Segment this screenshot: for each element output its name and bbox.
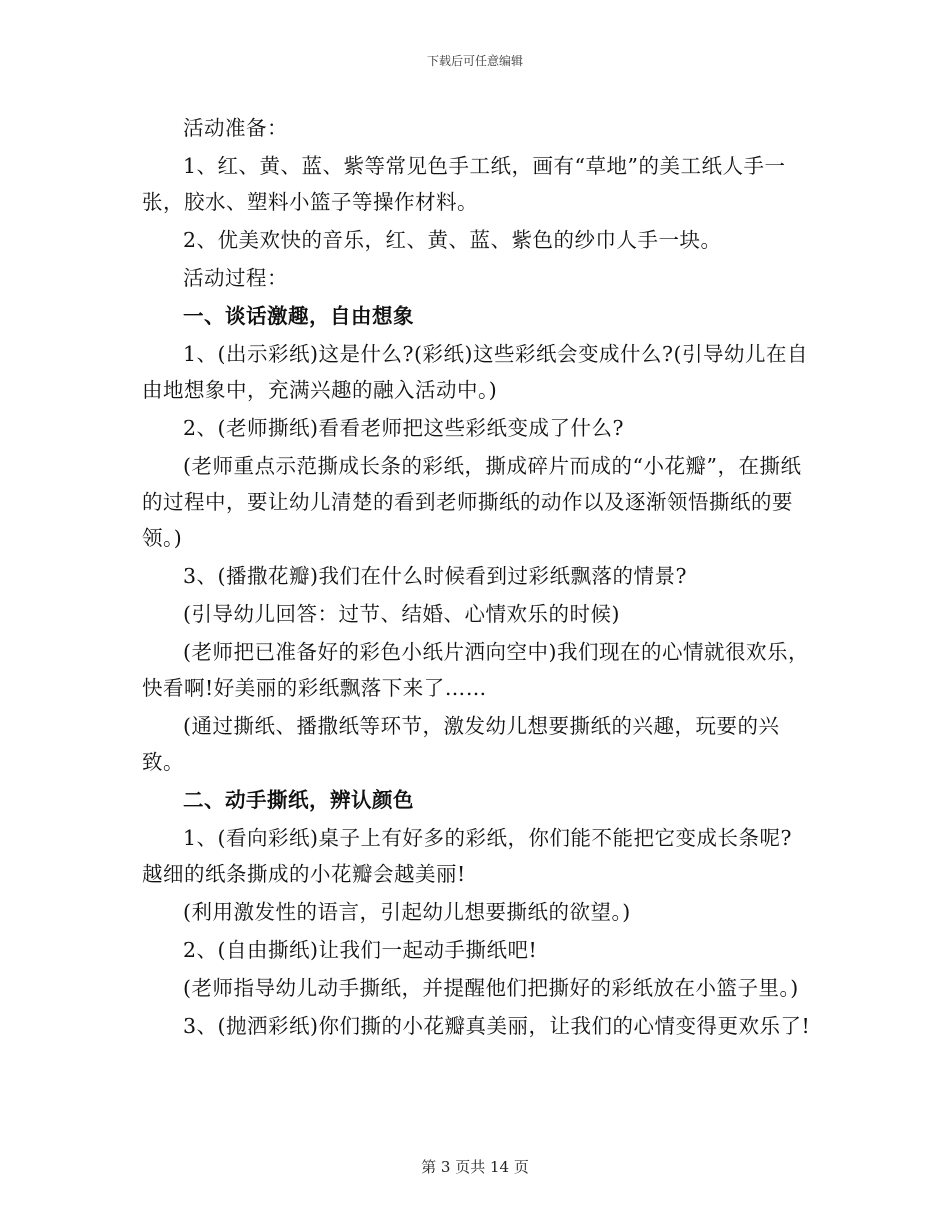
paragraph-step-1-2: 2、(老师撕纸)看看老师把这些彩纸变成了什么? (183, 416, 625, 440)
paragraph-prep-title: 活动准备： (183, 116, 288, 140)
paragraph-note-1-2: (老师重点示范撕成长条的彩纸，撕成碎片而成的“小花瓣”，在撕纸的过程中，要让幼儿清楚的看到老师撕纸的动作以及逐渐领悟撕纸的要领。) (142, 454, 802, 550)
paragraph-prep-2: 2、优美欢快的音乐，红、黄、蓝、紫色的纱巾人手一块。 (183, 228, 722, 252)
section-heading-2: 二、动手撕纸，辨认颜色 (183, 788, 414, 812)
section-heading-1: 一、谈话激趣，自由想象 (183, 304, 414, 328)
paragraph-note-1-3c: (通过撕纸、播撒纸等环节，激发幼儿想要撕纸的兴趣，玩要的兴致。 (142, 714, 780, 774)
paragraph-note-1-3a: (引导幼儿回答：过节、结婚、心情欢乐的时候) (183, 602, 620, 626)
paragraph-prep-1: 1、红、黄、蓝、紫等常见色手工纸，画有“草地”的美工纸人手一张，胶水、塑料小篮子等操作材料。 (142, 154, 786, 214)
paragraph-step-1-3: 3、(播撒花瓣)我们在什么时候看到过彩纸飘落的情景? (183, 564, 688, 588)
paragraph-process-title: 活动过程： (183, 266, 288, 290)
paragraph-step-2-2: 2、(自由撕纸)让我们一起动手撕纸吧! (183, 938, 538, 962)
document-body (142, 110, 812, 1046)
page-footer: 第 3 页共 14 页 (421, 1158, 529, 1176)
paragraph-note-2-2: (老师指导幼儿动手撕纸，并提醒他们把撕好的彩纸放在小篮子里。) (183, 976, 799, 1000)
paragraph-note-2-1: (利用激发性的语言，引起幼儿想要撕纸的欲望。) (183, 900, 631, 924)
page-header: 下载后可任意编辑 (426, 54, 523, 68)
paragraph-step-1-1: 1、(出示彩纸)这是什么?(彩纸)这些彩纸会变成什么?(引导幼儿在自由地想象中，充满兴趣的融入活动中。) (142, 342, 809, 402)
paragraph-step-2-1: 1、(看向彩纸)桌子上有好多的彩纸，你们能不能把它变成长条呢?越细的纸条撕成的小花瓣会越美丽! (142, 826, 793, 886)
paragraph-note-1-3b: (老师把已准备好的彩色小纸片洒向空中)我们现在的心情就很欢乐，快看啊!好美丽的彩纸飘落下来了…… (142, 640, 809, 700)
paragraph-step-2-3: 3、(抛洒彩纸)你们撕的小花瓣真美丽，让我们的心情变得更欢乐了! (183, 1014, 811, 1038)
